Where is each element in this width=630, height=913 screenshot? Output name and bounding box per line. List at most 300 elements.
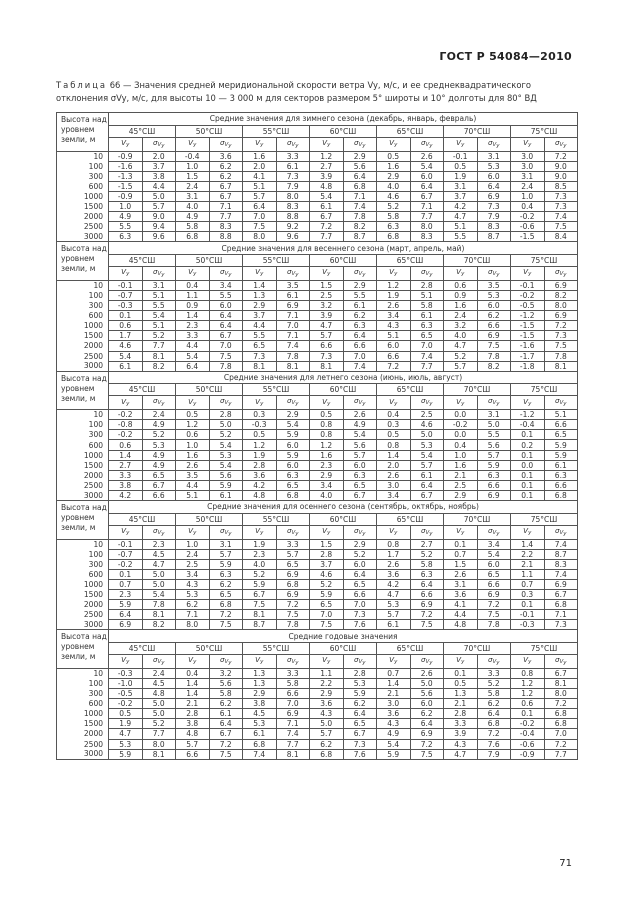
std-dev-header: $\sigma_{V_y}$ xyxy=(410,396,444,410)
value-cell: -0.3 xyxy=(109,668,143,678)
sector-header: 50°СШ xyxy=(176,254,243,266)
value-cell: 5.0 xyxy=(142,699,176,709)
value-cell: 6.2 xyxy=(310,739,344,749)
value-cell: 5.9 xyxy=(544,450,578,460)
value-cell: 0.8 xyxy=(377,440,411,450)
value-cell: 1.1 xyxy=(310,668,344,678)
value-cell: 5.1 xyxy=(142,321,176,331)
table-caption xyxy=(56,79,576,104)
season-title-row xyxy=(57,113,578,126)
std-dev-header: $\sigma_{V_y}$ xyxy=(544,525,578,539)
value-cell: 6.2 xyxy=(477,311,511,321)
value-cell: 5.4 xyxy=(142,311,176,321)
value-cell: 8.4 xyxy=(544,232,578,242)
height-cell: 1500 xyxy=(57,460,109,470)
std-dev-header: $\sigma_{V_y}$ xyxy=(477,525,511,539)
height-cell: 100 xyxy=(57,161,109,171)
height-cell: 3000 xyxy=(57,490,109,500)
season-title: Средние значения для осеннего сезона (сентябрь, октябрь, ноябрь) xyxy=(109,501,578,514)
value-cell: 4.9 xyxy=(343,420,377,430)
height-cell: 10 xyxy=(57,151,109,161)
mean-speed-header: $V_y$ xyxy=(176,137,210,151)
value-cell: 1.3 xyxy=(243,290,277,300)
value-cell: 2.5 xyxy=(410,410,444,420)
table-caption-text: 66 — Значения средней меридиональной скорости ветра Vy, м/с, и ее среднеквадратического отклонения σVy, м/с, для высоты 10 — 3 000 м для секторов размером 5° широты и 10° долготы для 80° ВД xyxy=(56,80,537,103)
table-row xyxy=(57,290,578,300)
value-cell: 1.3 xyxy=(243,678,277,688)
value-cell: 1.9 xyxy=(243,539,277,549)
value-cell: 6.1 xyxy=(544,460,578,470)
height-cell: 2500 xyxy=(57,351,109,361)
table-row xyxy=(57,480,578,490)
value-cell: -1.0 xyxy=(109,678,143,688)
value-cell: 0.7 xyxy=(444,549,478,559)
value-cell: 5.4 xyxy=(142,590,176,600)
value-cell: 0.1 xyxy=(511,470,545,480)
value-cell: 6.1 xyxy=(209,709,243,719)
value-cell: 2.3 xyxy=(243,549,277,559)
value-cell: 0.8 xyxy=(377,539,411,549)
std-dev-header: $\sigma_{V_y}$ xyxy=(544,654,578,668)
value-cell: 3.1 xyxy=(477,410,511,420)
value-cell: -0.1 xyxy=(511,280,545,290)
mean-speed-header: $V_y$ xyxy=(444,654,478,668)
value-cell: 0.4 xyxy=(377,410,411,420)
value-cell: 6.4 xyxy=(410,480,444,490)
value-cell: 0.1 xyxy=(511,480,545,490)
value-cell: 5.0 xyxy=(142,579,176,589)
value-cell: 5.4 xyxy=(410,161,444,171)
value-cell: 7.2 xyxy=(310,222,344,232)
value-cell: 7.2 xyxy=(410,739,444,749)
std-dev-header: $\sigma_{V_y}$ xyxy=(410,266,444,280)
variable-header-row xyxy=(57,266,578,280)
page-number: 71 xyxy=(559,858,572,869)
value-cell: 6.7 xyxy=(209,729,243,739)
value-cell: 3.7 xyxy=(142,161,176,171)
std-dev-header: $\sigma_{V_y}$ xyxy=(544,396,578,410)
table-row xyxy=(57,351,578,361)
sector-header-row xyxy=(57,513,578,525)
value-cell: 4.4 xyxy=(243,321,277,331)
value-cell: 7.5 xyxy=(477,341,511,351)
table-row xyxy=(57,171,578,181)
value-cell: 6.3 xyxy=(377,222,411,232)
std-dev-header: $\sigma_{V_y}$ xyxy=(544,137,578,151)
value-cell: 6.9 xyxy=(477,191,511,201)
value-cell: 5.3 xyxy=(477,161,511,171)
value-cell: 3.2 xyxy=(444,321,478,331)
value-cell: 1.5 xyxy=(176,171,210,181)
value-cell: 5.2 xyxy=(209,430,243,440)
value-cell: -0.4 xyxy=(511,420,545,430)
value-cell: 7.2 xyxy=(209,739,243,749)
value-cell: 6.5 xyxy=(343,480,377,490)
height-header: Высота над уровнем земли, м xyxy=(57,242,109,281)
value-cell: 2.4 xyxy=(142,668,176,678)
value-cell: 0.8 xyxy=(310,430,344,440)
value-cell: 3.5 xyxy=(176,470,210,480)
sector-header-row xyxy=(57,125,578,137)
value-cell: 5.6 xyxy=(343,440,377,450)
value-cell: 1.5 xyxy=(310,539,344,549)
value-cell: 8.0 xyxy=(410,222,444,232)
value-cell: 8.1 xyxy=(276,749,310,759)
season-title-row xyxy=(57,242,578,255)
mean-speed-header: $V_y$ xyxy=(243,525,277,539)
sector-header: 55°СШ xyxy=(243,254,310,266)
mean-speed-header: $V_y$ xyxy=(444,525,478,539)
value-cell: 6.7 xyxy=(343,490,377,500)
height-cell: 2500 xyxy=(57,480,109,490)
value-cell: 0.6 xyxy=(444,280,478,290)
value-cell: 1.4 xyxy=(109,450,143,460)
value-cell: 2.6 xyxy=(377,470,411,480)
std-dev-header: $\sigma_{V_y}$ xyxy=(343,525,377,539)
table-row xyxy=(57,699,578,709)
value-cell: 8.8 xyxy=(276,212,310,222)
value-cell: 7.1 xyxy=(276,311,310,321)
std-dev-header: $\sigma_{V_y}$ xyxy=(343,654,377,668)
value-cell: 6.9 xyxy=(276,709,310,719)
value-cell: 0.9 xyxy=(444,290,478,300)
sector-header-row xyxy=(57,254,578,266)
value-cell: 5.2 xyxy=(142,430,176,440)
std-dev-header: $\sigma_{V_y}$ xyxy=(142,137,176,151)
value-cell: 6.3 xyxy=(276,470,310,480)
std-dev-header: $\sigma_{V_y}$ xyxy=(276,654,310,668)
value-cell: 6.7 xyxy=(209,191,243,201)
value-cell: 0.7 xyxy=(109,579,143,589)
value-cell: 5.3 xyxy=(176,590,210,600)
height-cell: 2500 xyxy=(57,610,109,620)
value-cell: -0.2 xyxy=(511,290,545,300)
value-cell: 1.0 xyxy=(444,450,478,460)
value-cell: 4.2 xyxy=(243,480,277,490)
season-title-row xyxy=(57,371,578,384)
height-cell: 2000 xyxy=(57,341,109,351)
value-cell: 1.9 xyxy=(109,719,143,729)
value-cell: 6.5 xyxy=(544,430,578,440)
table-row xyxy=(57,430,578,440)
value-cell: 8.1 xyxy=(243,361,277,371)
value-cell: 5.4 xyxy=(209,460,243,470)
value-cell: 4.9 xyxy=(109,212,143,222)
value-cell: 1.2 xyxy=(243,440,277,450)
value-cell: 1.7 xyxy=(109,331,143,341)
value-cell: 1.0 xyxy=(176,161,210,171)
value-cell: 2.9 xyxy=(343,280,377,290)
value-cell: 7.5 xyxy=(209,749,243,759)
variable-header-row xyxy=(57,654,578,668)
value-cell: 5.6 xyxy=(477,440,511,450)
value-cell: 7.4 xyxy=(544,212,578,222)
value-cell: 7.2 xyxy=(276,600,310,610)
height-cell: 2500 xyxy=(57,739,109,749)
value-cell: 6.2 xyxy=(343,699,377,709)
value-cell: 4.9 xyxy=(142,460,176,470)
height-cell: 1000 xyxy=(57,191,109,201)
value-cell: 3.5 xyxy=(276,280,310,290)
value-cell: 6.6 xyxy=(176,749,210,759)
value-cell: 7.2 xyxy=(544,151,578,161)
value-cell: 0.2 xyxy=(511,440,545,450)
value-cell: 2.3 xyxy=(109,590,143,600)
value-cell: 7.3 xyxy=(343,739,377,749)
value-cell: 1.3 xyxy=(243,668,277,678)
value-cell: 2.9 xyxy=(343,151,377,161)
value-cell: 5.0 xyxy=(142,191,176,201)
sector-header: 50°СШ xyxy=(176,384,243,396)
height-cell: 10 xyxy=(57,280,109,290)
value-cell: -1.7 xyxy=(511,351,545,361)
value-cell: 6.2 xyxy=(477,699,511,709)
sector-header: 70°СШ xyxy=(444,513,511,525)
value-cell: 4.8 xyxy=(310,181,344,191)
value-cell: 0.1 xyxy=(444,668,478,678)
value-cell: 7.5 xyxy=(243,600,277,610)
value-cell: 5.7 xyxy=(243,191,277,201)
value-cell: 6.3 xyxy=(109,232,143,242)
value-cell: 6.4 xyxy=(209,321,243,331)
value-cell: 8.0 xyxy=(176,620,210,630)
value-cell: 0.6 xyxy=(176,430,210,440)
mean-speed-header: $V_y$ xyxy=(310,396,344,410)
value-cell: 2.9 xyxy=(310,689,344,699)
value-cell: 5.7 xyxy=(477,450,511,460)
value-cell: 8.7 xyxy=(544,549,578,559)
value-cell: 5.8 xyxy=(477,689,511,699)
value-cell: 3.7 xyxy=(310,559,344,569)
mean-speed-header: $V_y$ xyxy=(511,654,545,668)
value-cell: 6.2 xyxy=(209,579,243,589)
value-cell: 2.9 xyxy=(276,410,310,420)
height-cell: 2000 xyxy=(57,729,109,739)
table-row xyxy=(57,549,578,559)
value-cell: 7.5 xyxy=(544,341,578,351)
std-dev-header: $\sigma_{V_y}$ xyxy=(477,137,511,151)
height-cell: 600 xyxy=(57,699,109,709)
value-cell: 5.7 xyxy=(310,729,344,739)
value-cell: 4.6 xyxy=(109,341,143,351)
value-cell: 7.4 xyxy=(276,341,310,351)
value-cell: 5.1 xyxy=(243,181,277,191)
value-cell: 0.4 xyxy=(176,668,210,678)
value-cell: 4.6 xyxy=(377,191,411,201)
table-row xyxy=(57,212,578,222)
value-cell: 2.8 xyxy=(209,410,243,420)
value-cell: 5.8 xyxy=(410,301,444,311)
value-cell: 3.1 xyxy=(477,151,511,161)
sector-header-row xyxy=(57,384,578,396)
value-cell: 7.7 xyxy=(410,361,444,371)
value-cell: 8.0 xyxy=(243,232,277,242)
value-cell: 0.1 xyxy=(109,569,143,579)
value-cell: 5.9 xyxy=(477,460,511,470)
value-cell: 0.3 xyxy=(377,420,411,430)
value-cell: 5.9 xyxy=(243,579,277,589)
table-row xyxy=(57,729,578,739)
value-cell: 7.4 xyxy=(544,539,578,549)
value-cell: 5.3 xyxy=(477,290,511,300)
value-cell: 5.4 xyxy=(276,420,310,430)
value-cell: 4.7 xyxy=(444,749,478,759)
value-cell: 6.0 xyxy=(276,460,310,470)
value-cell: 3.8 xyxy=(243,699,277,709)
value-cell: 6.5 xyxy=(343,719,377,729)
value-cell: 5.8 xyxy=(276,678,310,688)
value-cell: 7.5 xyxy=(310,620,344,630)
value-cell: 5.7 xyxy=(410,460,444,470)
sector-header: 45°СШ xyxy=(109,384,176,396)
value-cell: 3.9 xyxy=(310,311,344,321)
value-cell: 6.0 xyxy=(276,440,310,450)
std-dev-header: $\sigma_{V_y}$ xyxy=(142,396,176,410)
value-cell: 5.8 xyxy=(410,559,444,569)
value-cell: 3.6 xyxy=(209,151,243,161)
value-cell: 5.7 xyxy=(176,739,210,749)
value-cell: 5.3 xyxy=(343,678,377,688)
value-cell: 7.7 xyxy=(410,212,444,222)
value-cell: 4.0 xyxy=(310,490,344,500)
value-cell: 7.5 xyxy=(477,610,511,620)
value-cell: -0.7 xyxy=(109,549,143,559)
season-title: Средние годовые значения xyxy=(109,630,578,643)
value-cell: 6.4 xyxy=(109,610,143,620)
value-cell: 6.0 xyxy=(477,301,511,311)
value-cell: 5.5 xyxy=(343,290,377,300)
value-cell: 6.7 xyxy=(410,490,444,500)
value-cell: 2.7 xyxy=(410,539,444,549)
table-row xyxy=(57,678,578,688)
value-cell: -0.2 xyxy=(109,699,143,709)
value-cell: 7.1 xyxy=(410,201,444,211)
value-cell: 6.4 xyxy=(343,331,377,341)
value-cell: 4.7 xyxy=(444,341,478,351)
value-cell: 3.8 xyxy=(176,719,210,729)
value-cell: -0.6 xyxy=(511,739,545,749)
value-cell: 0.1 xyxy=(511,709,545,719)
value-cell: 6.5 xyxy=(209,590,243,600)
height-cell: 3000 xyxy=(57,620,109,630)
value-cell: 7.3 xyxy=(276,171,310,181)
value-cell: 7.2 xyxy=(544,739,578,749)
value-cell: 5.5 xyxy=(109,222,143,232)
mean-speed-header: $V_y$ xyxy=(109,266,143,280)
table-row xyxy=(57,301,578,311)
value-cell: 6.8 xyxy=(544,600,578,610)
sector-header: 55°СШ xyxy=(243,384,310,396)
value-cell: 6.4 xyxy=(410,181,444,191)
value-cell: 0.1 xyxy=(444,539,478,549)
value-cell: 3.6 xyxy=(310,699,344,709)
sector-header: 70°СШ xyxy=(444,254,511,266)
value-cell: 6.2 xyxy=(209,161,243,171)
table-row xyxy=(57,280,578,290)
value-cell: 5.2 xyxy=(444,351,478,361)
value-cell: 6.1 xyxy=(410,311,444,321)
height-header: Высота над уровнем земли, м xyxy=(57,630,109,669)
document-header: ГОСТ Р 54084—2010 xyxy=(439,50,572,63)
height-cell: 2500 xyxy=(57,222,109,232)
value-cell: -0.2 xyxy=(109,410,143,420)
value-cell: 3.0 xyxy=(511,151,545,161)
value-cell: 6.7 xyxy=(243,590,277,600)
value-cell: -1.8 xyxy=(511,361,545,371)
value-cell: 7.7 xyxy=(142,729,176,739)
value-cell: 4.7 xyxy=(377,590,411,600)
value-cell: 4.9 xyxy=(176,212,210,222)
value-cell: 0.4 xyxy=(176,280,210,290)
value-cell: 2.4 xyxy=(444,311,478,321)
value-cell: 3.1 xyxy=(511,171,545,181)
value-cell: 5.1 xyxy=(377,331,411,341)
value-cell: 6.8 xyxy=(343,181,377,191)
value-cell: 6.0 xyxy=(410,171,444,181)
value-cell: 6.6 xyxy=(477,321,511,331)
value-cell: 5.2 xyxy=(142,331,176,341)
value-cell: 7.9 xyxy=(477,749,511,759)
value-cell: 6.2 xyxy=(209,699,243,709)
value-cell: 6.6 xyxy=(410,590,444,600)
value-cell: 6.0 xyxy=(477,171,511,181)
value-cell: 6.4 xyxy=(209,311,243,321)
value-cell: 5.5 xyxy=(477,430,511,440)
value-cell: 6.4 xyxy=(176,361,210,371)
value-cell: 7.4 xyxy=(276,729,310,739)
value-cell: 7.4 xyxy=(410,351,444,361)
value-cell: 6.8 xyxy=(209,600,243,610)
mean-speed-header: $V_y$ xyxy=(310,525,344,539)
value-cell: 1.6 xyxy=(444,460,478,470)
value-cell: 7.3 xyxy=(477,201,511,211)
value-cell: 7.0 xyxy=(410,341,444,351)
value-cell: 8.2 xyxy=(343,222,377,232)
value-cell: 8.3 xyxy=(544,559,578,569)
value-cell: 1.5 xyxy=(444,559,478,569)
value-cell: 1.4 xyxy=(377,678,411,688)
mean-speed-header: $V_y$ xyxy=(109,525,143,539)
height-cell: 2000 xyxy=(57,212,109,222)
value-cell: 6.6 xyxy=(544,420,578,430)
value-cell: 4.7 xyxy=(142,559,176,569)
value-cell: 8.1 xyxy=(544,361,578,371)
table-row xyxy=(57,749,578,759)
value-cell: -0.2 xyxy=(109,430,143,440)
value-cell: 5.5 xyxy=(444,232,478,242)
value-cell: 7.0 xyxy=(343,600,377,610)
value-cell: 5.3 xyxy=(142,440,176,450)
value-cell: 2.5 xyxy=(176,559,210,569)
value-cell: 5.9 xyxy=(209,559,243,569)
table-row xyxy=(57,321,578,331)
table-row xyxy=(57,569,578,579)
value-cell: 2.8 xyxy=(176,709,210,719)
value-cell: 2.6 xyxy=(377,301,411,311)
value-cell: 0.5 xyxy=(377,151,411,161)
height-cell: 3000 xyxy=(57,361,109,371)
value-cell: 7.1 xyxy=(276,719,310,729)
value-cell: 2.9 xyxy=(243,689,277,699)
value-cell: 6.7 xyxy=(209,331,243,341)
value-cell: 8.1 xyxy=(243,610,277,620)
value-cell: 2.9 xyxy=(310,470,344,480)
sector-header: 60°СШ xyxy=(310,384,377,396)
value-cell: 5.9 xyxy=(109,749,143,759)
value-cell: 8.1 xyxy=(142,610,176,620)
height-cell: 3000 xyxy=(57,749,109,759)
value-cell: 3.3 xyxy=(109,470,143,480)
